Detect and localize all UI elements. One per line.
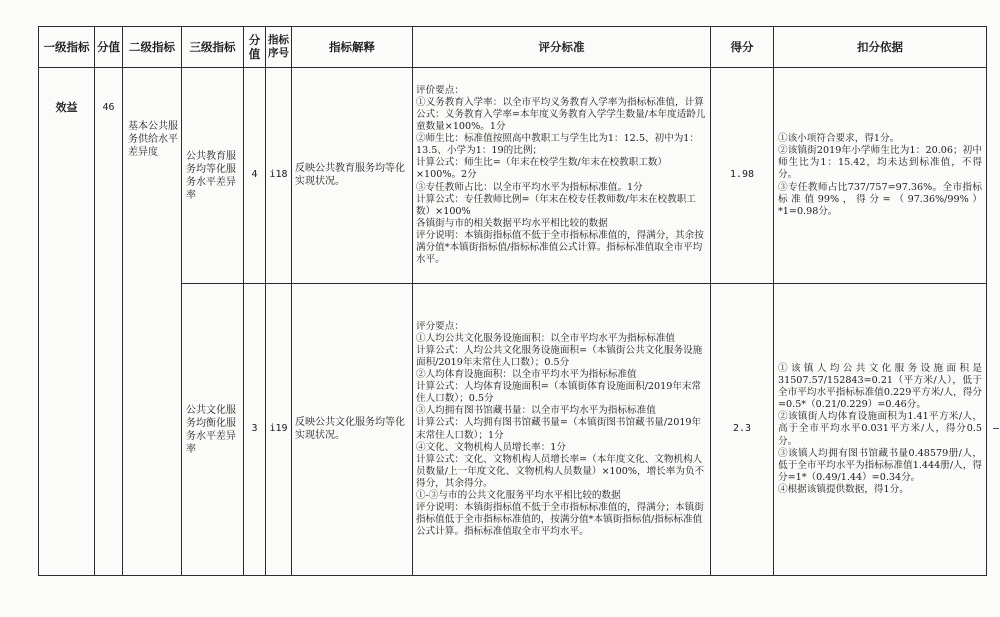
lvl3-cell: 公共教育服务均等化服务水平差异率 [182, 68, 244, 284]
basis-line: ③该镇人均拥有图书馆藏书量0.48579册/人，低于全市平均水平为指标标准值1.444册/人，得分=1*（0.49/1.44）=0.34分。 [778, 447, 982, 483]
table-header-row [39, 27, 987, 68]
basis-cell [774, 68, 987, 284]
header-got: 得分 [711, 27, 774, 68]
header-explain: 指标解释 [292, 27, 413, 68]
score-cell: 4 [244, 68, 266, 284]
criteria-line: 评分要点： [416, 320, 464, 332]
explain-cell: 反映公共教育服务均等化实现状况。 [292, 68, 413, 284]
header-lvl1: 一级指标 [39, 27, 95, 68]
criteria-line: 评分说明：本镇街指标值不低于全市指标标准值的，得满分，其余按满分值*本镇街指标值/指标标准值公式计算。指标标准值取全市平均水平。 [416, 229, 704, 266]
got-cell: 1.98 [711, 68, 774, 284]
criteria-line: ②师生比：标准值按照高中教职工与学生比为1：12.5、初中为1：13.5、小学为1：19的比例； [416, 133, 700, 157]
criteria-line: 计算公式：人均拥有图书馆藏书量=（本镇街图书馆藏书量/2019年末常住人口数）；1分 [416, 417, 702, 441]
explain-cell: 反映公共文化服务均等化实现状况。 [292, 284, 413, 576]
basis-cell [774, 284, 987, 576]
table-row [39, 68, 987, 284]
evaluation-table-sheet [38, 26, 987, 576]
header-lvl3: 三级指标 [182, 27, 244, 68]
criteria-line: ③人均拥有图书馆藏书量：以全市平均水平为指标标准值 [416, 405, 656, 417]
table-row [39, 284, 987, 576]
scan-edge-mark [993, 428, 999, 429]
lvl3-cell: 公共文化服务均衡化服务水平差异率 [182, 284, 244, 576]
basis-line: ①该小项符合要求，得1分。 [778, 133, 900, 145]
basis-line: ②该镇街人均体育设施面积为1.41平方米/人，高于全市平均水平0.031平方米/人，得分0.5分。 [778, 411, 982, 447]
header-lvl2: 二级指标 [123, 27, 182, 68]
score1-cell: 46 [95, 68, 123, 576]
criteria-line: 计算公式：人均体育设施面积=（本镇街体育设施面积/2019年末常住人口数）；0.5分 [416, 381, 702, 405]
basis-line: ③专任教师占比737/757=97.36%。全市指标标准值99%，得分=（97.36%/99%）*1=0.98分。 [778, 181, 982, 217]
header-basis: 扣分依据 [774, 27, 987, 68]
got-cell: 2.3 [711, 284, 774, 576]
basis-line: ②该镇街2019年小学师生比为1：20.06；初中师生比为1：15.42，均未达到标准值，不得分。 [778, 145, 982, 181]
criteria-line: ④文化、文物机构人员增长率：1分 [416, 441, 567, 453]
criteria-line: 计算公式：文化、文物机构人员增长率=（本年度文化、文物机构人员数量/上一年度文化、文物机构人员数量）×100%，增长率为负不得分，其余得分。 [416, 453, 705, 489]
criteria-line: ①-③与市的公共文化服务平均水平相比较的数据 [416, 489, 621, 501]
criteria-line: 计算公式：师生比=（年末在校学生数/年末在校教职工数）×100%。2分 [416, 157, 668, 181]
seq-cell: i19 [266, 284, 292, 576]
criteria-line: 各镇街与市的相关数据平均水平相比较的数据 [416, 217, 608, 229]
header-score1: 分值 [95, 27, 123, 68]
basis-line: ①该镇人均公共文化服务设施面积是31507.57/152843=0.21（平方米/人），低于全市平均水平指标标准值0.229平方米/人，得分=0.5*（0.21/0.229）=0.46分。 [778, 362, 982, 411]
score-cell: 3 [244, 284, 266, 576]
lvl2-cell: 基本公共服务供给水平差异度 [123, 68, 182, 576]
criteria-line: ③专任教师占比：以全市平均水平为指标标准值。1分 [416, 181, 643, 193]
lvl1-cell: 效益 [39, 68, 95, 576]
criteria-cell [413, 284, 711, 576]
criteria-line: 计算公式：专任教师比例=（年末在校专任教师数/年末在校教职工数）×100% [416, 193, 696, 217]
criteria-line: ②人均体育设施面积：以全市平均水平为指标标准值 [416, 369, 637, 381]
header-seq: 指标 序号 [266, 27, 292, 68]
evaluation-table [38, 26, 987, 576]
criteria-line: ①人均公共文化服务设施面积：以全市平均水平为指标标准值 [416, 332, 676, 344]
seq-cell: i18 [266, 68, 292, 284]
criteria-line: ①义务教育入学率：以全市平均义务教育入学率为指标标准值，计算公式：义务教育入学率=本年度义务教育入学学生数量/本年度适龄儿童数量×100%。1分 [416, 96, 706, 133]
header-score3: 分值 [244, 27, 266, 68]
criteria-cell [413, 68, 711, 284]
criteria-line: 评价要点： [416, 84, 464, 96]
header-criteria: 评分标准 [413, 27, 711, 68]
criteria-line: 评分说明：本镇街指标值不低于全市指标标准值的，得满分；本镇街指标值低于全市指标标准值的，按满分值*本镇街指标值/指标标准值公式计算。指标标准值取全市平均水平。 [416, 502, 704, 538]
criteria-line: 计算公式：人均公共文化服务设施面积=（本镇街公共文化服务设施面积/2019年末常住人口数）；0.5分 [416, 344, 703, 368]
basis-line: ④根据该镇提供数据，得1分。 [778, 483, 909, 495]
